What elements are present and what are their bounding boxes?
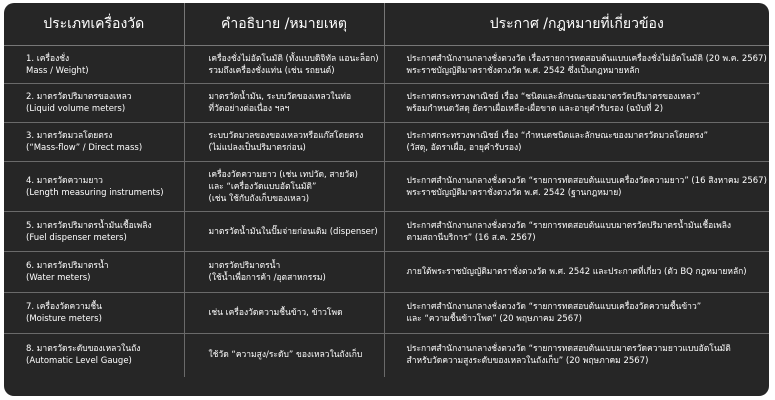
- cell-line: (Fuel dispenser meters): [26, 232, 127, 243]
- cell-description: [184, 252, 384, 293]
- cell-line: ประกาศสำนักงานกลางชั่งตวงวัด เรื่องรายการทดสอบต้นแบบเครื่องชั่งไม่อัตโนมัติ (20 พ.ค. 2567): [406, 53, 767, 64]
- header-announcement: ประกาศ /กฎหมายที่เกี่ยวข้อง: [384, 3, 769, 46]
- cell-line: (Water meters): [26, 273, 91, 283]
- cell-line: 8. มาตรวัดระดับของเหลวในถัง: [26, 344, 141, 355]
- cell-line: Mass / Weight): [26, 65, 89, 76]
- cell-line: เช่น เครื่องวัดความชื้นข้าว, ข้าวโพด: [208, 308, 343, 318]
- cell-announcement: [384, 123, 769, 162]
- cell-line: 2. มาตรวัดปริมาตรของเหลว: [26, 92, 132, 102]
- cell-line: (“Mass-flow” / Direct mass): [26, 143, 143, 153]
- cell-line: (Length measuring instruments): [26, 187, 164, 198]
- cell-description: [184, 123, 384, 162]
- cell-instrument-type: [4, 252, 184, 293]
- cell-description: [184, 162, 384, 212]
- cell-line: ตามสถานีบริการ” (16 ส.ค. 2567): [406, 232, 536, 243]
- cell-line: ใช้วัด “ความสูง/ระดับ” ของเหลวในถังเก็บ: [208, 350, 363, 361]
- header-description: คำอธิบาย /หมายเหตุ: [184, 3, 384, 46]
- cell-line: ที่วัดอย่างต่อเนื่อง ฯลฯ: [208, 104, 290, 114]
- cell-description: [184, 46, 384, 84]
- cell-line: ระบบวัดมวลของของเหลวหรือแก๊สโดยตรง: [208, 131, 364, 141]
- cell-line: ประกาศสำนักงานกลางชั่งตวงวัด “รายการทดสอบต้นแบบเครื่องวัดความยาว” (16 สิงหาคม 2567): [406, 175, 767, 186]
- cell-line: (Moisture meters): [26, 314, 102, 324]
- table-header-row: [4, 3, 769, 46]
- table-row: [4, 293, 769, 334]
- cell-line: ประกาศกระทรวงพาณิชย์ เรื่อง “กำหนดชนิดและลักษณะของมาตรวัดมวลโดยตรง”: [406, 131, 708, 141]
- cell-line: มาตรวัดน้ำมัน, ระบบวัดของเหลวในท่อ: [208, 92, 352, 102]
- cell-line: สำหรับวัดความสูงระดับของเหลวในถังเก็บ” (20 พฤษภาคม 2567): [406, 356, 649, 367]
- cell-line: 4. มาตรวัดความยาว: [26, 175, 103, 186]
- cell-line: 6. มาตรวัดปริมาตรน้ำ: [26, 261, 109, 271]
- cell-instrument-type: [4, 123, 184, 162]
- table-row: [4, 123, 769, 162]
- cell-announcement: [384, 252, 769, 293]
- cell-instrument-type: [4, 46, 184, 84]
- cell-line: ภายใต้พระราชบัญญัติมาตราชั่งตวงวัด พ.ศ. 2542 และประกาศที่เกี่ยว (ตัว BQ กฎหมายหลัก): [406, 267, 747, 277]
- cell-description: [184, 334, 384, 377]
- table-row: [4, 212, 769, 252]
- table-row: [4, 46, 769, 84]
- cell-instrument-type: [4, 293, 184, 334]
- cell-line: 3. มาตรวัดมวลโดยตรง: [26, 131, 113, 141]
- cell-instrument-type: [4, 162, 184, 212]
- cell-description: [184, 84, 384, 123]
- cell-line: (วัสดุ, อัตราเผื่อ, อายุคำรับรอง): [406, 143, 522, 153]
- cell-line: (ใช้น้ำเพื่อการค้า /อุตสาหกรรม): [208, 273, 326, 283]
- cell-announcement: [384, 293, 769, 334]
- cell-announcement: [384, 212, 769, 252]
- instrument-regulation-table: [4, 3, 769, 377]
- cell-line: (เช่น ใช้กับถังเก็บของเหลว): [208, 193, 310, 204]
- table-row: [4, 252, 769, 293]
- cell-line: 7. เครื่องวัดความชื้น: [26, 302, 102, 312]
- cell-line: (ไม่แปลงเป็นปริมาตรก่อน): [208, 143, 306, 153]
- cell-description: [184, 212, 384, 252]
- cell-line: มาตรวัดน้ำมันในปั๊มจ่ายก่อนเติม (dispenser): [208, 226, 378, 237]
- cell-line: และ “ความชื้นข้าวโพด” (20 พฤษภาคม 2567): [406, 314, 582, 324]
- instrument-table-panel: [4, 3, 769, 396]
- cell-line: เครื่องวัดความยาว (เช่น เทปวัด, สายวัด): [208, 169, 358, 180]
- cell-instrument-type: [4, 84, 184, 123]
- cell-line: 1. เครื่องชั่ง: [26, 53, 70, 64]
- cell-line: พระราชบัญญัติมาตราชั่งตวงวัด พ.ศ. 2542 (ฐานกฎหมาย): [406, 187, 622, 198]
- cell-line: ประกาศสำนักงานกลางชั่งตวงวัด “รายการทดสอบต้นแบบมาตรวัดความยาวแบบอัตโนมัติ: [406, 344, 731, 355]
- cell-line: ประกาศสำนักงานกลางชั่งตวงวัด “รายการทดสอบต้นแบบมาตรวัดปริมาตรน้ำมันเชื้อเพลิง: [406, 220, 732, 231]
- cell-line: พระราชบัญญัติมาตราชั่งตวงวัด พ.ศ. 2542 ซึ่งเป็นกฎหมายหลัก: [406, 65, 640, 76]
- cell-line: (Automatic Level Gauge): [26, 356, 132, 367]
- cell-line: ประกาศกระทรวงพาณิชย์ เรื่อง “ชนิดและลักษณะของมาตรวัดปริมาตรของเหลว”: [406, 92, 701, 102]
- cell-announcement: [384, 84, 769, 123]
- cell-instrument-type: [4, 334, 184, 377]
- cell-description: [184, 293, 384, 334]
- cell-line: รวมถึงเครื่องชั่งแท่น (เช่น รถยนต์): [208, 65, 335, 76]
- cell-line: พร้อมกำหนดวัสดุ อัตราเผื่อเหลือ-เผื่อขาด และอายุคำรับรอง (ฉบับที่ 2): [406, 104, 664, 114]
- table-row: [4, 162, 769, 212]
- header-instrument-type: ประเภทเครื่องวัด: [4, 3, 184, 46]
- cell-line: ประกาศสำนักงานกลางชั่งตวงวัด “รายการทดสอบต้นแบบเครื่องวัดความชื้นข้าว”: [406, 302, 702, 312]
- table-row: [4, 84, 769, 123]
- cell-line: เครื่องชั่งไม่อัตโนมัติ (ทั้งแบบดิจิทัล แอนะล็อก): [208, 53, 379, 64]
- cell-announcement: [384, 46, 769, 84]
- cell-line: (Liquid volume meters): [26, 104, 126, 114]
- cell-instrument-type: [4, 212, 184, 252]
- table-row: [4, 334, 769, 377]
- cell-line: มาตรวัดปริมาตรน้ำ: [208, 261, 281, 271]
- cell-announcement: [384, 162, 769, 212]
- cell-line: และ “เครื่องวัดแบบอัตโนมัติ”: [208, 181, 317, 192]
- cell-announcement: [384, 334, 769, 377]
- cell-line: 5. มาตรวัดปริมาตรน้ำมันเชื้อเพลิง: [26, 220, 152, 231]
